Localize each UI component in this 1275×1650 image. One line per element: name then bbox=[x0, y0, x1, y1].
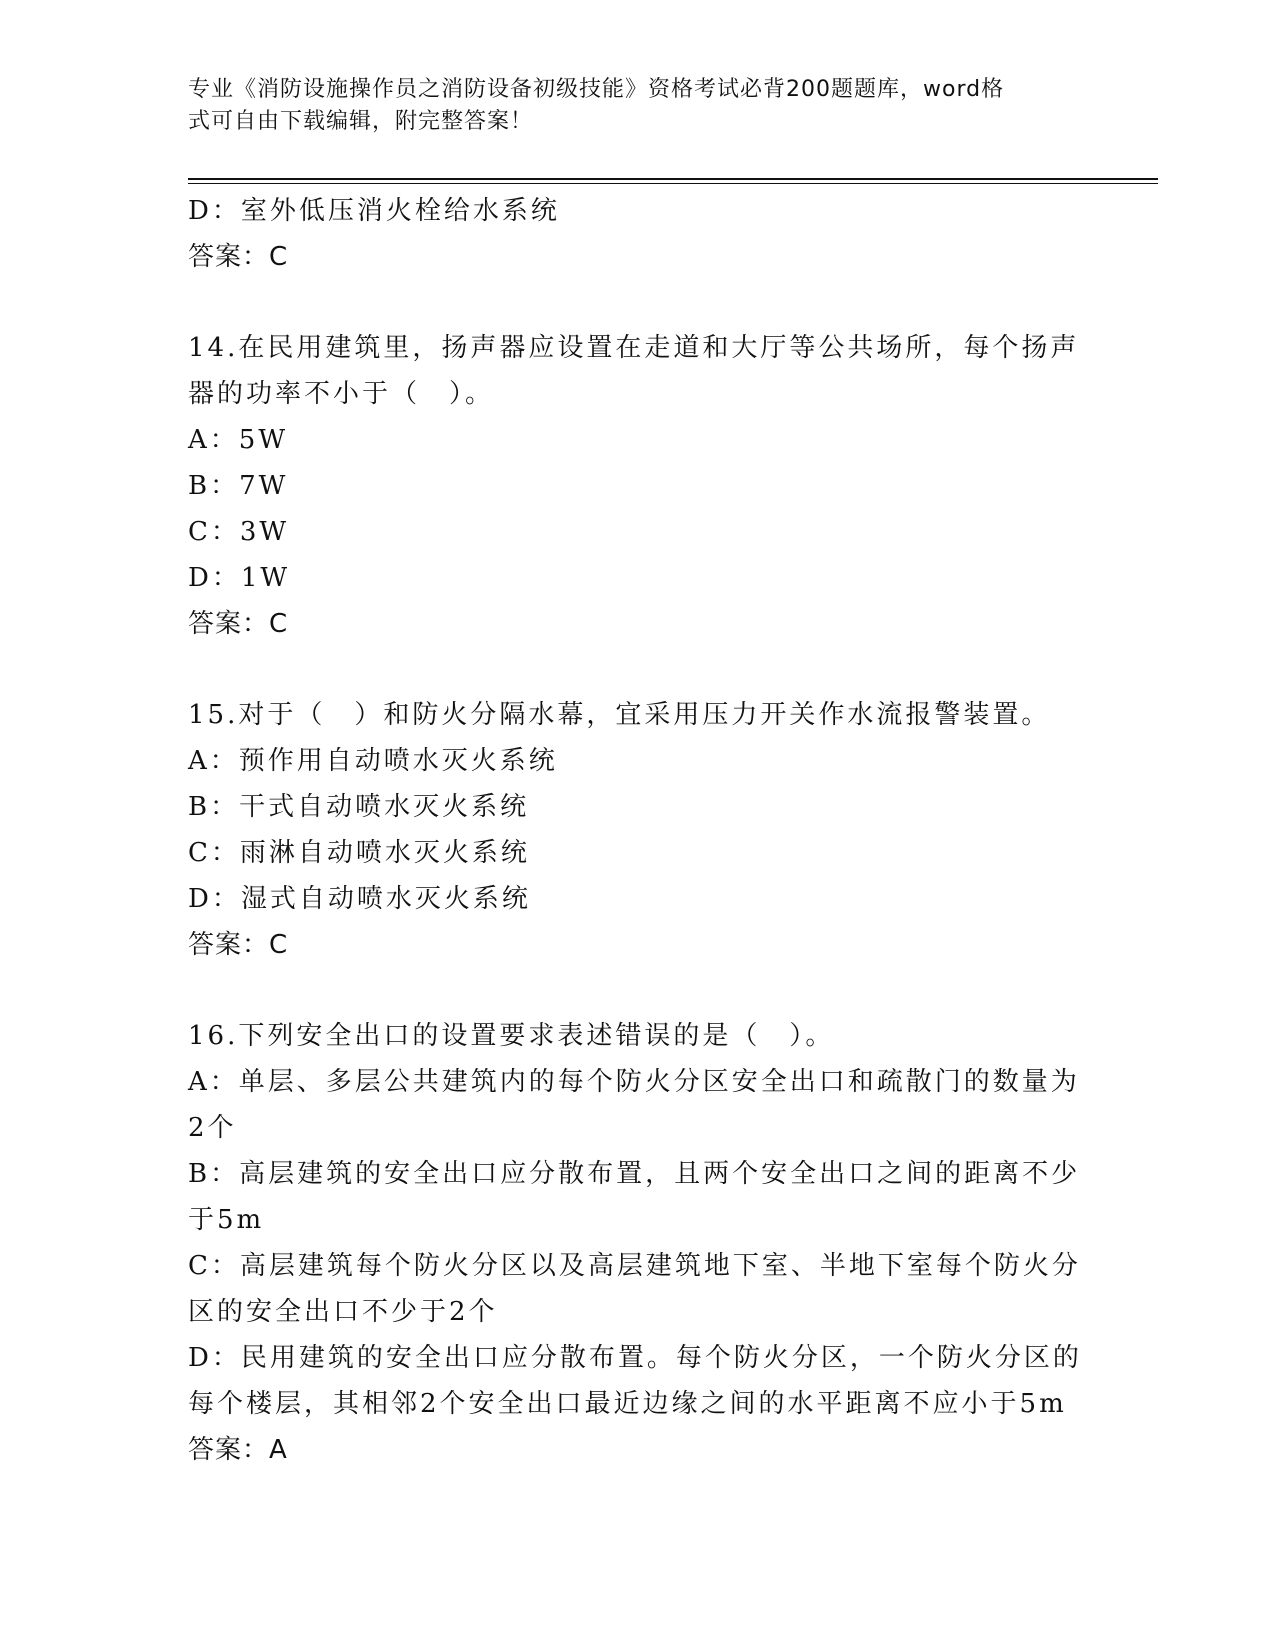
q14-stem-line-2: 器的功率不小于（ ）。 bbox=[188, 379, 495, 409]
q14-option-a: A：5W bbox=[188, 425, 289, 455]
spacer bbox=[188, 647, 1088, 692]
question-15 bbox=[188, 692, 1088, 968]
q15-option-b: B：干式自动喷水灭火系统 bbox=[188, 792, 530, 822]
page-header bbox=[188, 74, 1088, 138]
q16-option-a-line-2: 2个 bbox=[188, 1113, 237, 1143]
q14-option-d: D：1W bbox=[188, 563, 291, 593]
q15-option-c: C：雨淋自动喷水灭火系统 bbox=[188, 838, 530, 868]
q14-answer: 答案：C bbox=[188, 609, 289, 639]
q16-option-c-line-1: C：高层建筑每个防火分区以及高层建筑地下室、半地下室每个防火分 bbox=[188, 1251, 1081, 1281]
spacer bbox=[188, 280, 1088, 325]
q15-option-a: A：预作用自动喷水灭火系统 bbox=[188, 746, 558, 776]
q16-option-d-line-1: D：民用建筑的安全出口应分散布置。每个防火分区，一个防火分区的 bbox=[188, 1343, 1082, 1373]
question-16 bbox=[188, 1013, 1088, 1473]
q16-option-a-line-1: A：单层、多层公共建筑内的每个防火分区安全出口和疏散门的数量为 bbox=[188, 1067, 1080, 1097]
q16-option-b-line-2: 于5m bbox=[188, 1205, 265, 1235]
question-content bbox=[188, 188, 1088, 1473]
prev-option-d: D：室外低压消火栓给水系统 bbox=[188, 196, 560, 226]
q15-answer: 答案：C bbox=[188, 930, 289, 960]
header-line-2: 式可自由下载编辑，附完整答案！ bbox=[188, 109, 534, 134]
spacer bbox=[188, 968, 1088, 1013]
header-divider-thin bbox=[188, 183, 1158, 184]
q15-stem-line-1: 15.对于（ ）和防火分隔水幕，宜采用压力开关作水流报警装置。 bbox=[188, 700, 1051, 730]
header-divider-thick bbox=[188, 178, 1158, 180]
q16-answer: 答案：A bbox=[188, 1435, 288, 1465]
q14-option-b: B：7W bbox=[188, 471, 289, 501]
q15-option-d: D：湿式自动喷水灭火系统 bbox=[188, 884, 531, 914]
q16-option-b-line-1: B：高层建筑的安全出口应分散布置，且两个安全出口之间的距离不少 bbox=[188, 1159, 1081, 1189]
q14-stem-line-1: 14.在民用建筑里，扬声器应设置在走道和大厅等公共场所，每个扬声 bbox=[188, 333, 1080, 363]
q16-option-d-line-2: 每个楼层，其相邻2个安全出口最近边缘之间的水平距离不应小于5m bbox=[188, 1389, 1067, 1419]
q14-option-c: C：3W bbox=[188, 517, 290, 547]
question-14 bbox=[188, 325, 1088, 647]
q16-option-c-line-2: 区的安全出口不少于2个 bbox=[188, 1297, 498, 1327]
q16-stem-line-1: 16.下列安全出口的设置要求表述错误的是（ ）。 bbox=[188, 1021, 835, 1051]
header-line-1: 专业《消防设施操作员之消防设备初级技能》资格考试必背200题题库，word格 bbox=[188, 77, 1005, 102]
prev-answer: 答案：C bbox=[188, 242, 289, 272]
